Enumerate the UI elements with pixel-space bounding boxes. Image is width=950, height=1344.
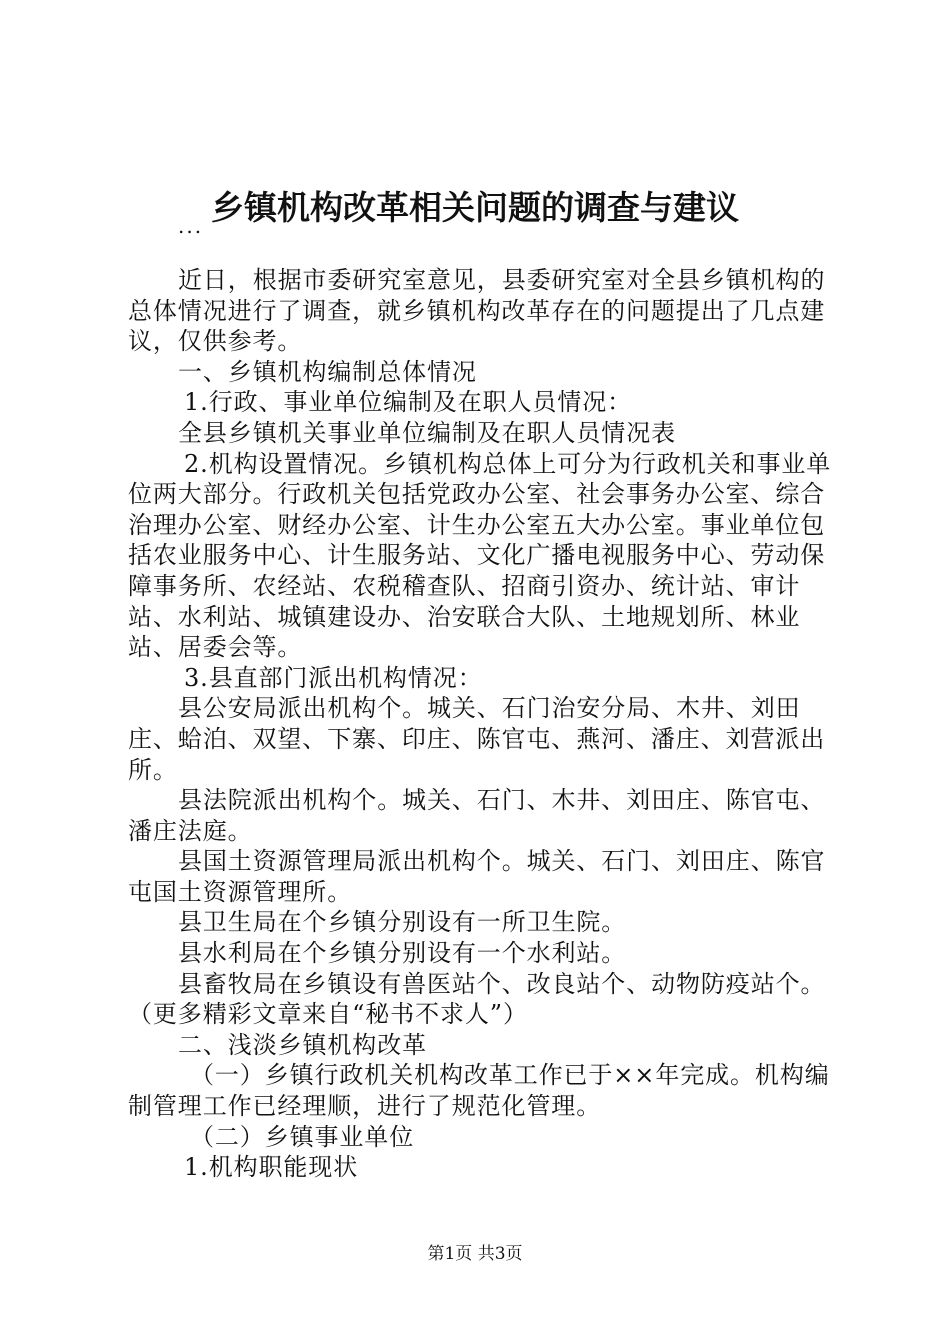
table-caption: 全县乡镇机关事业单位编制及在职人员情况表	[178, 418, 676, 447]
paragraph: 2.机构设置情况。乡镇机构总体上可分为行政机关和事业单位两大部分。行政机关包括党政办公室、社会事务办公室、综合治理办公室、财经办公室、计生办公室五大办公室。事业单位包括农业服务中心、计生服务站、文化广播电视服务中心、劳动保障事务所、农经站、农税稽查队、招商引资办、统计站、审计站、水利站、城镇建设办、治安联合大队、土地规划所、林业站、居委会等。	[128, 449, 832, 662]
subsection-heading: 1.行政、事业单位编制及在职人员情况：	[184, 388, 632, 417]
page-footer: 第1页 共3页	[427, 1244, 523, 1264]
subsection-heading: 1.机构职能现状	[184, 1153, 359, 1182]
document-title: 乡镇机构改革相关问题的调查与建议	[211, 188, 739, 227]
subsection-heading: （二）乡镇事业单位	[190, 1122, 415, 1151]
paragraph: 县卫生局在个乡镇分别设有一所卫生院。	[178, 908, 627, 937]
subsection-heading: 3.县直部门派出机构情况：	[184, 663, 483, 692]
section-heading: 一、乡镇机构编制总体情况	[178, 357, 477, 386]
paragraph: 县畜牧局在乡镇设有兽医站个、改良站个、动物防疫站个。（更多精彩文章来自“秘书不求人”）	[128, 969, 826, 1029]
paragraph: （一）乡镇行政机关机构改革工作已于××年完成。机构编制管理工作已经理顺，进行了规范化管理。	[128, 1061, 830, 1121]
document-body	[128, 265, 838, 1183]
ellipsis-marker: ...	[178, 214, 204, 238]
paragraph: 近日，根据市委研究室意见，县委研究室对全县乡镇机构的总体情况进行了调查，就乡镇机构改革存在的问题提出了几点建议，仅供参考。	[128, 266, 826, 356]
paragraph: 县法院派出机构个。城关、石门、木井、刘田庄、陈官屯、潘庄法庭。	[128, 786, 826, 845]
paragraph: 县水利局在个乡镇分别设有一个水利站。	[178, 939, 627, 968]
paragraph: 县国土资源管理局派出机构个。城关、石门、刘田庄、陈官屯国土资源管理所。	[128, 847, 826, 906]
section-heading: 二、浅淡乡镇机构改革	[178, 1030, 427, 1059]
paragraph: 县公安局派出机构个。城关、石门治安分局、木井、刘田庄、蛤泊、双望、下寨、印庄、陈官屯、燕河、潘庄、刘营派出所。	[128, 694, 826, 784]
